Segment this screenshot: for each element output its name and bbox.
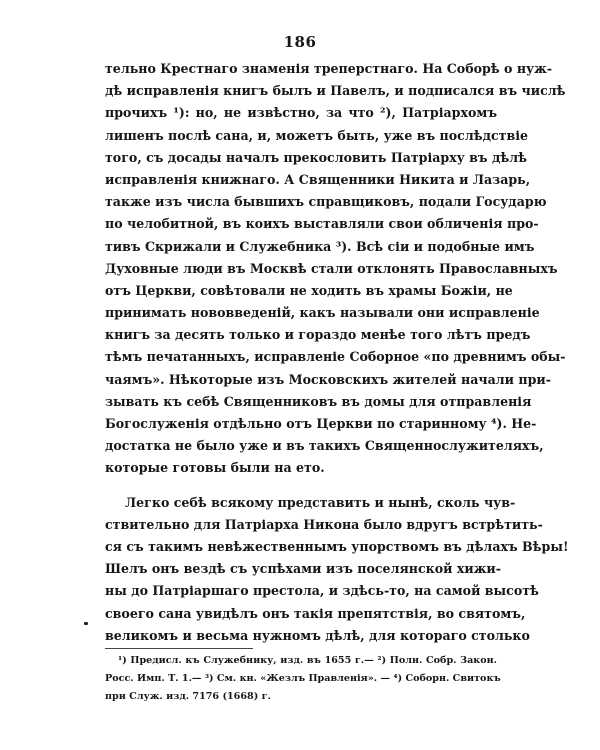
text-line: ствительно для Патріарха Никона было вдругъ встрѣтить-: [105, 516, 543, 532]
text-line: по челобитной, въ коихъ выставляли свои обличенія про-: [105, 216, 539, 232]
text-line: Шелъ онъ вездѣ съ успѣхами изъ поселянской хижи-: [105, 561, 501, 577]
text-line: чаямъ». Нѣкоторые изъ Московскихъ жителей начали при-: [105, 371, 551, 387]
text-line: великомъ и весьма нужномъ дѣлѣ, для котораго столько: [105, 627, 530, 643]
text-line: тѣмъ печатанныхъ, исправленіе Соборное «по древнимъ обы-: [105, 349, 566, 365]
text-line: достатка не было уже и въ такихъ Священнослужителяхъ,: [105, 438, 544, 454]
text-line: Легко себѣ всякому представить и нынѣ, сколь чув-: [125, 494, 516, 510]
text-line: своего сана увидѣлъ онъ такія препятствія, во святомъ,: [105, 605, 526, 621]
ink-speck: [84, 622, 88, 625]
paragraph-gap: [105, 480, 497, 492]
text-line: Богослуженія отдѣльно отъ Церкви по старинному ⁴). Не-: [105, 416, 537, 431]
text-line: отъ Церкви, совѣтовали не ходить въ храмы Божіи, не: [105, 282, 513, 298]
footnote-rule: [105, 648, 253, 649]
text-line: также изъ числа бывшихъ справщиковъ, подали Государю: [105, 194, 547, 210]
text-line: зывать къ себѣ Священниковъ въ домы для отправленія: [105, 393, 532, 409]
text-line: тивъ Скрижали и Служебника ³). Всѣ сіи и подобные имъ: [105, 238, 535, 254]
text-line: которые готовы были на ето.: [105, 460, 325, 476]
main-text: [105, 58, 569, 647]
text-line: исправленія книжнаго. А Священники Никита и Лазарь,: [105, 171, 531, 187]
page-number: 186: [283, 33, 317, 51]
text-line: Духовные люди въ Москвѣ стали отклонять Православныхъ: [105, 260, 558, 276]
footnote-line: ¹) Предисл. къ Служебнику, изд. въ 1655 г.— ²) Полн. Собр. Закон.: [118, 655, 497, 666]
text-line: прочихъ ¹): но, не извѣстно, за что ²), Патріархомъ: [105, 105, 497, 121]
text-line: тельно Крестнаго знаменія треперстнаго. На Соборѣ о нуж-: [105, 61, 553, 76]
text-line: дѣ исправленія книгъ былъ и Павелъ, и подписался въ числѣ: [105, 83, 566, 99]
text-line: лишенъ послѣ сана, и, можетъ быть, уже въ послѣдствіе: [105, 127, 528, 143]
text-line: того, съ досады началъ прекословить Патріарху въ дѣлѣ: [105, 149, 527, 165]
text-line: ся съ такимъ невѣжественнымъ упорствомъ въ дѣлахъ Вѣры!: [105, 538, 569, 554]
footnotes: [105, 652, 501, 706]
footnote-line: Росс. Имп. Т. 1.— ³) См. кн. «Жезлъ Правленія». — ⁴) Соборн. Свитокъ: [105, 673, 501, 684]
text-line: книгъ за десять только и гораздо менѣе того лѣтъ предъ: [105, 327, 531, 343]
footnote-line: при Служ. изд. 7176 (1668) г.: [105, 691, 271, 702]
text-line: ны до Патріаршаго престола, и здѣсь-то, на самой высотѣ: [105, 583, 539, 599]
text-line: принимать нововведеній, какъ называли они исправленіе: [105, 305, 540, 321]
